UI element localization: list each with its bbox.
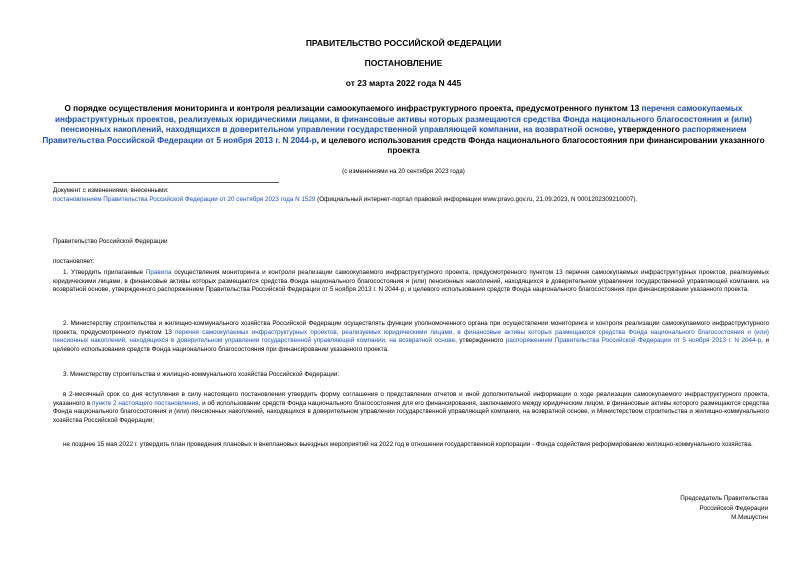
- p1-text-b: осуществления мониторинга и контроля реализации самоокупаемого инфраструктурного проекта, предусмотренного пунктом 13 перечня самоокупаемых инфраструктурных проектов, реализуемых юридическими лицами, в финансовые активы которых размещаются средства Фонда национального благосостояния и (или) пенсионных накоплений, находящихся в доверительном управлении государственной управляющей компании, на возвратной основе, утвержденного распоряжением Правительства Российской Федерации от 5 ноября 2013 г. N 2044-р, и целевого использования средств Фонда национального благосостояния при финансировании указанного проекта.: [53, 269, 770, 294]
- decree-word: постановляет:: [53, 258, 95, 265]
- p2-text-b: , утвержденного: [455, 337, 506, 345]
- p2-text-a: 2. Министерству строительства и жилищно-коммунального хозяйства Российской Федерации осуществлять функции уполномоченного органа при осуществлении мониторинга и контроля реализации самоокупаемого инфраструктурного проекта, предусмотренного пунктом 13: [53, 320, 769, 336]
- changes-source-line: [53, 195, 773, 204]
- p1-text-a: 1. Утвердить прилагаемые: [63, 269, 146, 276]
- subject-text-2: , утвержденного: [613, 125, 683, 135]
- p2-link-list[interactable]: перечня самоокупаемых инфраструктурных проектов, реализуемых юридическими лицами, в финансовые активы которых размещаются средства Фонда национального благосостояния и (или) пенсионных накоплений, находящихся в доверительном управлении государственной управляющей компании, на возвратной основе: [53, 328, 769, 345]
- divider: [53, 182, 279, 183]
- document-date: от 23 марта 2022 года N 445: [345, 78, 462, 88]
- government-title: ПРАВИТЕЛЬСТВО РОССИЙСКОЙ ФЕДЕРАЦИИ: [305, 38, 502, 48]
- p3a-link-clause[interactable]: пункте 2 настоящего постановления: [92, 399, 199, 407]
- document-type: ПОСТАНОВЛЕНИЕ: [364, 58, 443, 68]
- subject-text-3: , и целевого использования средств Фонда национального благосостояния при финансировании указанного проекта: [316, 135, 765, 156]
- changes-source: (Официальный интернет-портал правовой информации www.pravo.gov.ru, 21.09.2023, N 0001202309210007).: [315, 196, 638, 204]
- subject-text-1: О порядке осуществления мониторинга и контроля реализации самоокупаемого инфраструктурного проекта, предусмотренного пунктом 13: [64, 104, 642, 113]
- signature-name: М.Мишустин: [731, 514, 768, 522]
- p3a-text-b: , и об использовании средств Фонда национального благосостояния для его финансирования, заключаемого между юридическим лицом, в финансовые активы которого размещаются средства Фонда национального благосостояния и (или) пенсионных накоплений, находящихся в доверительном управлении государственной управляющей компании, на возвратной основе, и Министерством строительства и жилищно-коммунального хозяйства Российской Федерации;: [53, 399, 769, 424]
- changes-block: [53, 186, 773, 205]
- paragraph-3a: [53, 391, 769, 425]
- paragraph-3: 3. Министерству строительства и жилищно-коммунального хозяйства Российской Федерации:: [63, 371, 340, 378]
- revision-note: (с изменениями на 20 сентября 2023 года): [342, 168, 465, 175]
- paragraph-2: [53, 320, 769, 354]
- p2-text-c: , и целевого использования средств Фонда национального благосостояния при финансировании указанного проекта.: [53, 337, 769, 353]
- paragraph-3b: не позднее 15 мая 2022 г. утвердить план проведения плановых и внеплановых выездных мероприятий на 2022 год в отношении государственной корпорации - Фонда содействия реформированию жилищно-коммунального хозяйства.: [63, 441, 753, 448]
- p2-link-order[interactable]: распоряжением Правительства Российской Федерации от 5 ноября 2013 г. N 2044-р: [505, 337, 762, 345]
- document-subject: [38, 104, 769, 157]
- issuer: Правительство Российской Федерации: [53, 238, 168, 245]
- signature-block: [560, 494, 768, 523]
- p1-link-rules[interactable]: Правила: [145, 269, 172, 276]
- p3a-text-a: в 2-месячный срок со дня вступления в силу настоящего постановления утвердить форму соглашения о представлении отчетов и иной дополнительной информации о ходе реализации самоокупаемого инфраструктурного проекта, указанного в: [53, 391, 769, 407]
- subject-link-order[interactable]: распоряжением Правительства Российской Федерации от 5 ноября 2013 г. N 2044-р: [42, 125, 747, 145]
- changes-link[interactable]: постановлением Правительства Российской Федерации от 20 сентября 2023 года N 1529: [53, 196, 316, 204]
- paragraph-1: [53, 269, 769, 295]
- subject-link-list[interactable]: перечня самоокупаемых инфраструктурных проектов, реализуемых юридическими лицами, в финансовые активы которых размещаются средства Фонда национального благосостояния и (или) пенсионных накоплений, находящихся в доверительном управлении государственной управляющей компании, на возвратной основе: [55, 104, 752, 135]
- signature-position-1: Председатель Правительства: [680, 495, 768, 502]
- changes-label: Документ с изменениями, внесенными:: [53, 187, 169, 194]
- signature-position-2: Российской Федерации: [699, 504, 768, 512]
